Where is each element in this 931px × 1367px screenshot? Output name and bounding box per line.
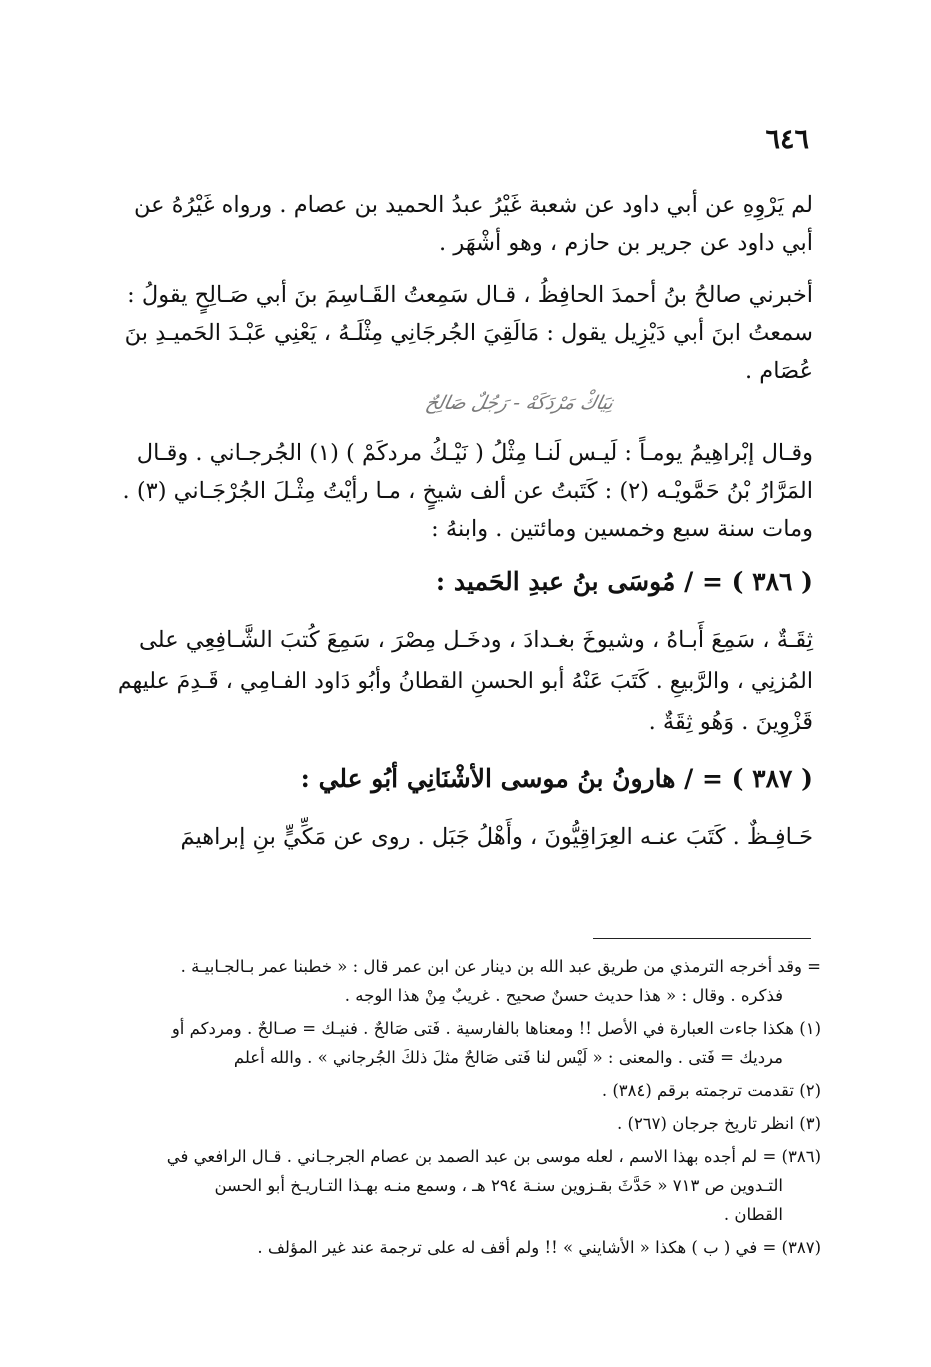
text-line: وقـال إبْراهِيمُ يومـاً : لَيـس لَنـا مِثْلُ ( نَيْـكُ مردكَمْ ) (١) الجُرجـاني . وقـال bbox=[136, 440, 813, 466]
footnote-line: القطان . bbox=[723, 1205, 783, 1224]
entry-body-387 bbox=[118, 817, 813, 858]
footnote-386 bbox=[119, 1142, 821, 1229]
text-line: أبي داود عن جرير بن حازم ، وهو أشْهَر . bbox=[439, 230, 813, 256]
footnotes bbox=[119, 952, 821, 1266]
paragraph-report bbox=[118, 276, 813, 420]
footnote-line: = وقد أخرجه الترمذي من طريق عبد الله بن دينار عن ابن عمر قال : « خطبنا عمر بـالجـابيـة . bbox=[180, 957, 821, 976]
main-text bbox=[118, 186, 813, 874]
footnote-line: التـدوين ص ٧١٣ « حَدَّثَ بقـزوين سنـة ٢٩٤ هـ ، وسمع منـه بهـذا التـاريـخ أبو الحسن bbox=[214, 1176, 783, 1195]
text-line: قَزْوِينَ . وَهُو ثِقَةٌ . bbox=[648, 709, 813, 735]
footnote-387 bbox=[119, 1233, 821, 1262]
text-line: حَـافِـظٌ . كَتَبَ عنـه العِرَاقِيُّونَ ، وأَهْلُ جَبَل . روى عن مَكِّيٍّ بنِ إبراهيمَ bbox=[180, 824, 813, 850]
footnote-line: مرديك = فَتى . والمعنى : « لَيْس لنا فَتى صَالحٌ مثلَ ذلكَ الجُرجاني » . والله أعلم bbox=[233, 1048, 783, 1067]
footnote-2 bbox=[119, 1076, 821, 1105]
text-line: المَرَّارُ بْنُ حَمَّويْـه (٢) : كَتَبتُ عن ألف شيخٍ ، مـا رأيْتُ مِثْـلَ الجُرْجَـاني (٣) . bbox=[122, 478, 813, 504]
footnote-line: (٣) انظر تاريخ جرجان (٢٦٧) . bbox=[617, 1114, 821, 1133]
paragraph-narration bbox=[118, 186, 813, 262]
footnote-separator bbox=[593, 938, 811, 939]
paragraph-ibrahim bbox=[118, 434, 813, 548]
footnote-continuation bbox=[119, 952, 821, 1010]
footnote-1 bbox=[119, 1014, 821, 1072]
text-line: المُزنِي ، والرَّبيعِ . كَتَبَ عَنْهُ أبو الحسنِ القطانُ وأبُو دَاود الفـامِي ، قَـدِمَ عليهم bbox=[117, 669, 813, 694]
entry-heading-387: ( ٣٨٧ ) = / هارونُ بنُ موسى الأشْنَانِي أبُو علي : bbox=[300, 764, 813, 793]
entry-heading-386: ( ٣٨٦ ) = / مُوسَى بنُ عبدِ الحَميد : bbox=[435, 567, 813, 596]
footnote-line: (٢) تقدمت ترجمته برقم (٣٨٤) . bbox=[601, 1081, 821, 1100]
text-line: ومات سنة سبع وخمسين ومائتين . وابنهُ : bbox=[431, 516, 813, 542]
text-line: أخبرني صالحُ بنُ أحمدَ الحافِظُ ، قـال سَمِعتُ القَـاسِمَ بنَ أبي صَـالِحٍ يقولُ : bbox=[127, 282, 813, 308]
handwritten-margin-note: نِيَاكْ مَرْدَكَهْ - رَجُلٌ صَالِحٌ bbox=[423, 392, 616, 414]
footnote-line: (١) هكذا جاءت العبارة في الأصل !! ومعناها بالفارسية . فَتى صَالحٌ . فنيـك = صـالحٌ . ومردكم أو bbox=[171, 1019, 821, 1038]
footnote-line: (٣٨٦) = لم أجده بهذا الاسم ، لعله موسى بن عبد الصمد بن عصام الجرجـاني . قـال الرافعي في bbox=[166, 1147, 821, 1166]
footnote-line: (٣٨٧) = في ( ب ) هكذا « الأشايني » !! ولم أقف له على ترجمة عند غير المؤلف . bbox=[257, 1238, 821, 1257]
page-number: ٦٤٦ bbox=[765, 124, 809, 155]
footnote-3 bbox=[119, 1109, 821, 1138]
footnote-line: فذكره . وقال : « هذا حديث حسنٌ صحيح . غريبٌ مِنْ هذا الوجه . bbox=[344, 986, 783, 1005]
text-line: سمعتُ ابنَ أبي دَيْزِيل يقول : مَالَقِيَ الجُرجَانِي مِثْلَـهُ ، يَعْنِي عَبْـدَ الحَميـدِ بنَ bbox=[124, 320, 813, 346]
text-line: ثِقَـةٌ ، سَمِعَ أَبـاهُ ، وشيوخَ بغـدادَ ، ودخَـل مِصْرَ ، سَمِعَ كُتبَ الشَّـافِعِي على bbox=[139, 627, 813, 653]
text-line: عُصَام . bbox=[744, 358, 813, 384]
entry-body-386 bbox=[118, 620, 813, 743]
text-line: لم يَرْوِهِ عن أبي داود عن شعبة غَيْرُ عبدُ الحميد بن عصام . ورواه غَيْرُهُ عن bbox=[134, 192, 813, 218]
